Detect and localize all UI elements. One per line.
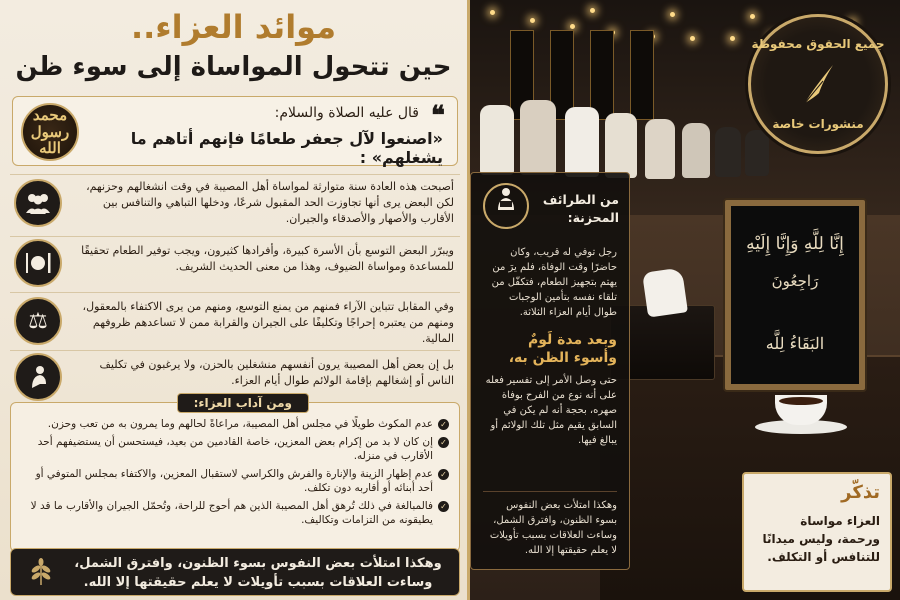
page-subtitle: حين تتحول المواساة إلى سوء ظن (15, 52, 452, 82)
people-group-icon (14, 179, 62, 227)
remember-text: العزاء مواساة ورحمة، وليس ميدانًا للتنافس أو التكلف. (762, 514, 880, 564)
seal-text: محمد رسول الله (30, 106, 70, 158)
footer-bar (10, 548, 460, 596)
list-item (21, 467, 449, 495)
frame-line: إِنَّا لِلَّهِ وَإِنَّا إِلَيْهِ (746, 234, 844, 254)
story-heading: وبعد مدة لَومٌ وأسوء الظن به، (508, 332, 617, 366)
coffee (779, 397, 823, 405)
section-tradition (10, 174, 460, 232)
story-text: حتى وصل الأمر إلى تفسير فعله على أنه نوع من الفرح بوفاة صهره، بحجة أنه لم يكن في السابق يقيم مثل تلك الولائم أو يبالغ فيها. (485, 375, 617, 446)
tissue (642, 267, 688, 317)
frame-line: البَقَاءُ لِلَّه (765, 334, 825, 353)
etiquette-item-text: عدم إظهار الزينة والإنارة والفرش والكراسي لاستقبال المعزين، والاكتفاء بمجلس المتوفي أو أحد أبنائه أو أقاربه دون تكلف. (35, 468, 433, 494)
etiquette-item-text: عدم المكوث طويلًا في مجلس أهل المصيبة، مراعاةً لحالهم وما يمرون به من تعب وحزن. (47, 418, 433, 430)
check-icon: ✓ (438, 437, 449, 448)
list-item (21, 499, 449, 527)
plate-fork-knife-icon (14, 239, 62, 287)
badge-top-text: جميع الحقوق محفوظة (751, 37, 885, 51)
hadith-box (12, 96, 458, 166)
quote-mark-icon: ❝ (431, 101, 445, 131)
footer-text: وهكذا امتلأت بعض النفوس بسوء الظنون، وافترق الشمل، وساءت العلاقات بسبب تأويلات لا يعلم حقيقتها إلا الله. (74, 556, 442, 590)
remember-card (742, 472, 892, 592)
section-text: بل إن بعض أهل المصيبة يرون أنفسهم منشغلين بالحزن، ولا يرغبون في تكليف الناس أو إشغالهم بإقامة الولائم طوال أيام العزاء. (99, 358, 454, 387)
list-item (21, 417, 449, 431)
check-icon: ✓ (438, 501, 449, 512)
hadith-intro: قال عليه الصلاة والسلام: (274, 105, 419, 121)
frame-line: رَاجِعُونَ (771, 272, 819, 290)
list-item (21, 435, 449, 463)
etiquette-item-text: إن كان لا بد من إكرام بعض المعزين، خاصة القادمين من بعيد، فيستحسن أن يستضيفهم أحد الأقارب في منزله. (37, 436, 433, 462)
feather-quill-icon (751, 59, 885, 118)
condolence-frame (725, 200, 865, 390)
prophet-seal-icon (21, 103, 79, 161)
wheat-leaf-icon (25, 557, 57, 589)
grieving-person-icon (14, 353, 62, 401)
hadith-text: «اصنعوا لآل جعفر طعامًا فإنهم أتاهم ما يشغلهم» : (130, 129, 443, 167)
sad-anecdote-card (470, 172, 630, 570)
section-text: ويبرّر البعض التوسع بأن الأسرة كبيرة، وأفرادها كثيرون، ويجب توفير الطعام تحقيقًا للمساعدة ومواساة الضيوف، وهذا من معنى الحديث الشريف. (81, 244, 454, 273)
etiquette-header: ومن آداب العزاء: (177, 393, 309, 413)
scales-icon: ⚖ (14, 297, 62, 345)
section-text: أصبحت هذه العادة سنة متوارثة لمواساة أهل المصيبة في وقت انشغالهم وحزنهم، لكن البعض يرى أنها تجاوزت الحد المقبول شرعًا، ودخلها التباهي والتنافس بين الأقارب والأصهار والأصدقاء والجيران. (86, 180, 454, 225)
card-title: من الطرائف المحزنة: (542, 192, 619, 225)
remember-title: تذكّر (841, 482, 880, 503)
badge-bottom-text: منشورات خاصة (772, 117, 864, 131)
section-text: وفي المقابل تتباين الآراء فمنهم من يمنع التوسع، ومنهم من يرى الاكتفاء بالمعقول، ومنهم من يعتبره إحراجًا وتكليفًا على الجيران والقرابة ممن لا تساعدهم ظروفهم المالية. (82, 300, 454, 345)
story-text: وهكذا امتلأت بعض النفوس بسوء الظنون، وافترق الشمل، وساءت العلاقات بسبب تأويلات لا يعلم حقيقتها إلا الله. (483, 491, 617, 558)
story-text: رجل توفي له قريب، وكان حاضرًا وقت الوفاة، فلم يرَ من يهتم بتجهيز الطعام، فتكفّل من تلقاء نفسه بتأمين الوجبات طوال أيام العزاء الثلاثة. (491, 247, 617, 318)
check-icon: ✓ (438, 419, 449, 430)
etiquette-item-text: فالمبالغة في ذلك تُرهق أهل المصيبة الذين هم أحوج للراحة، وتُحمّل الجيران والأقارب ما قد لا يطيقونه من التزامات وتكاليف. (30, 500, 433, 526)
copyright-badge (748, 14, 888, 154)
etiquette-box (10, 396, 460, 552)
etiquette-list (21, 417, 449, 531)
section-opinions (10, 292, 460, 348)
section-justification (10, 236, 460, 288)
reading-person-icon (483, 183, 529, 229)
page-title: موائد العزاء.. (130, 8, 337, 46)
check-icon: ✓ (438, 469, 449, 480)
